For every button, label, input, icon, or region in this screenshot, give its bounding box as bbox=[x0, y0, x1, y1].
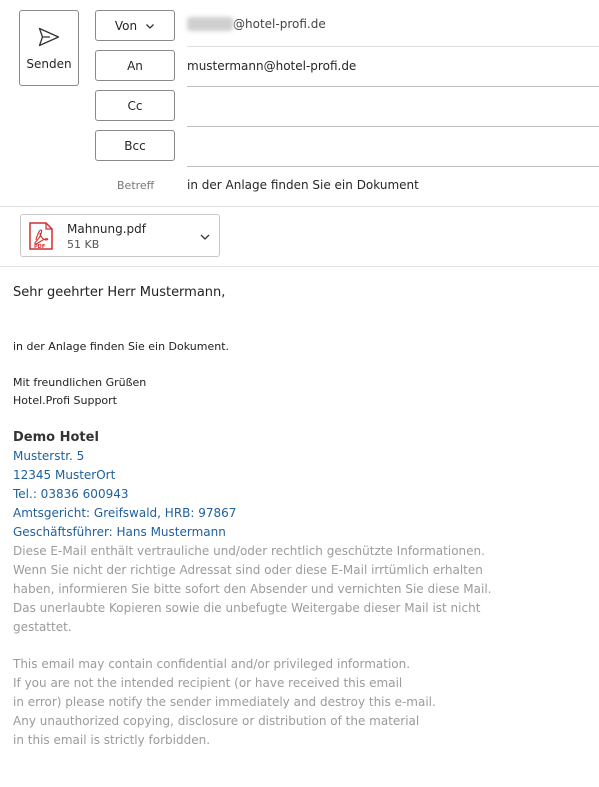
svg-text:PDF: PDF bbox=[34, 244, 46, 250]
to-field-underline bbox=[187, 86, 599, 87]
disclaimer-line: Any unauthorized copying, disclosure or distribution of the material bbox=[13, 714, 420, 728]
disclaimer-line: If you are not the intended recipient (or have received this email bbox=[13, 676, 403, 690]
to-button[interactable] bbox=[95, 50, 175, 81]
bcc-field[interactable] bbox=[187, 166, 599, 167]
subject-label: Betreff bbox=[117, 179, 155, 192]
attachment-name: Mahnung.pdf bbox=[67, 222, 147, 236]
from-button-label: Von bbox=[114, 18, 138, 33]
from-field-underline bbox=[187, 46, 599, 47]
chevron-down-icon[interactable] bbox=[199, 231, 211, 243]
body-paragraph: in der Anlage finden Sie ein Dokument. bbox=[13, 340, 230, 353]
signature-phone: Tel.: 03836 600943 bbox=[13, 487, 129, 501]
disclaimer-line: in this email is strictly forbidden. bbox=[13, 733, 211, 747]
disclaimer-german bbox=[13, 542, 573, 637]
redacted-sender-name bbox=[187, 17, 233, 31]
cc-button-label: Cc bbox=[127, 98, 143, 113]
signature bbox=[13, 428, 573, 542]
send-button-label: Senden bbox=[26, 57, 72, 71]
signature-hotel-name: Demo Hotel bbox=[13, 430, 99, 445]
send-button[interactable] bbox=[19, 10, 79, 86]
closing-sender: Hotel.Profi Support bbox=[13, 394, 117, 407]
pdf-file-icon bbox=[28, 222, 54, 250]
bcc-button[interactable] bbox=[95, 130, 175, 161]
disclaimer-line: gestattet. bbox=[13, 620, 72, 634]
cc-field[interactable] bbox=[187, 126, 599, 127]
signature-manager: Geschäftsführer: Hans Mustermann bbox=[13, 525, 226, 539]
bcc-button-label: Bcc bbox=[124, 138, 146, 153]
disclaimer-english bbox=[13, 655, 573, 750]
signature-city: 12345 MusterOrt bbox=[13, 468, 116, 482]
disclaimer-line: This email may contain confidential and/or privileged information. bbox=[13, 657, 411, 671]
send-icon bbox=[37, 25, 61, 49]
attachment-divider bbox=[0, 266, 599, 267]
disclaimer-line: Das unerlaubte Kopieren sowie die unbefugte Weitergabe dieser Mail ist nicht bbox=[13, 601, 481, 615]
closing-line: Mit freundlichen Grüßen bbox=[13, 376, 147, 389]
signature-court: Amtsgericht: Greifswald, HRB: 97867 bbox=[13, 506, 237, 520]
from-address bbox=[187, 17, 326, 31]
disclaimer-line: Diese E-Mail enthält vertrauliche und/oder rechtlich geschützte Informationen. bbox=[13, 544, 485, 558]
header-divider bbox=[0, 206, 599, 207]
from-domain: @hotel-profi.de bbox=[233, 17, 326, 31]
disclaimer-line: Wenn Sie nicht der richtige Adressat sind oder diese E-Mail irrtümlich erhalten bbox=[13, 563, 483, 577]
chevron-down-icon bbox=[145, 21, 155, 31]
subject-field[interactable]: in der Anlage finden Sie ein Dokument bbox=[187, 178, 419, 192]
attachment-size: 51 KB bbox=[67, 238, 100, 251]
disclaimer-line: haben, informieren Sie bitte sofort den Absender und vernichten Sie diese Mail. bbox=[13, 582, 492, 596]
to-field[interactable]: mustermann@hotel-profi.de bbox=[187, 59, 357, 73]
disclaimer-line: in error) please notify the sender immediately and destroy this e-mail. bbox=[13, 695, 436, 709]
to-button-label: An bbox=[127, 58, 143, 73]
from-button[interactable] bbox=[95, 10, 175, 41]
signature-street: Musterstr. 5 bbox=[13, 449, 85, 463]
greeting: Sehr geehrter Herr Mustermann, bbox=[13, 285, 226, 300]
message-body[interactable] bbox=[13, 285, 573, 750]
cc-button[interactable] bbox=[95, 90, 175, 121]
attachment-card[interactable] bbox=[20, 214, 220, 257]
